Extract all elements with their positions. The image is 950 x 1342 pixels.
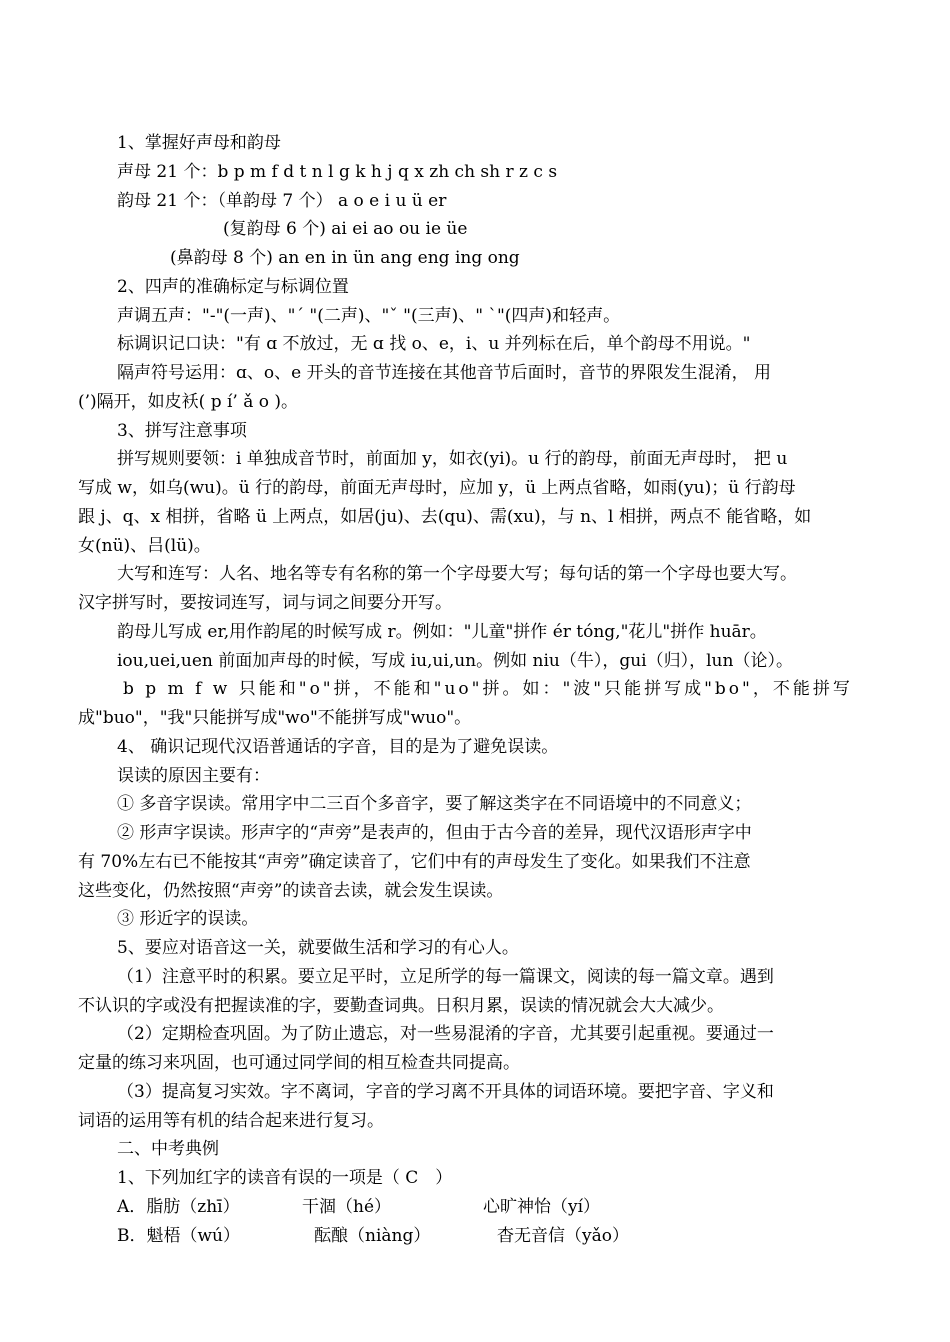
text-line: 汉字拼写时，要按词连写，词与词之间要分开写。	[78, 593, 452, 613]
text-line: 韵母 21 个：（单韵母 7 个） a o e i u ü er	[117, 191, 447, 211]
heading-5: 5、要应对语音这一关，就要做生活和学习的有心人。	[117, 938, 519, 958]
text-line: b p m f w 只能和"o"拼，不能和"uo"拼。如："波"只能拼写成"bo"，不能拼写	[123, 679, 853, 699]
text-line: ② 形声字误读。形声字的“声旁”是表声的，但由于古今音的差异，现代汉语形声字中	[117, 823, 752, 843]
text-line: 定量的练习来巩固，也可通过同学间的相互检查共同提高。	[78, 1053, 520, 1073]
text-line: 词语的运用等有机的结合起来进行复习。	[78, 1111, 384, 1131]
text-line: 写成 w，如乌(wu)。ü 行的韵母，前面无声母时，应加 y，ü 上两点省略，如雨(yu)；ü 行韵母	[78, 478, 796, 498]
text-line: 拼写规则要领：i 单独成音节时，前面加 y，如衣(yi)。u 行的韵母，前面无声母时， 把 u	[117, 449, 788, 469]
text-line: 大写和连写：人名、地名等专有名称的第一个字母要大写；每句话的第一个字母也要大写。	[117, 564, 797, 584]
text-line: 声调五声："-"(一声)、"ˊ "(二声)、"ˇ "(三声)、" ˋ"(四声)和轻声。	[117, 306, 621, 326]
option-a-item-1: A．脂肪（zhī）	[117, 1197, 240, 1217]
text-line: （1）注意平时的积累。要立足平时，立足所学的每一篇课文，阅读的每一篇文章。遇到	[117, 967, 774, 987]
text-line: 标调识记口诀："有 ɑ 不放过，无 ɑ 找 o、e，i、u 并列标在后，单个韵母不用说。"	[117, 334, 751, 354]
option-a-item-2: 干涸（hé）	[302, 1197, 392, 1217]
text-line: 隔声符号运用：ɑ、o、e 开头的音节连接在其他音节后面时，音节的界限发生混淆， 用	[117, 363, 771, 383]
text-line: 这些变化，仍然按照“声旁”的读音去读，就会发生误读。	[78, 881, 504, 901]
text-line: 韵母儿写成 er,用作韵尾的时候写成 r。例如："儿童"拼作 ér tóng,"花儿"拼作 huār。	[117, 622, 767, 642]
text-line: 成"buo"，"我"只能拼写成"wo"不能拼写成"wuo"。	[78, 708, 472, 728]
text-line: 声母 21 个：b p m f d t n l g k h j q x zh ch sh r z c s	[117, 162, 558, 182]
heading-1: 1、掌握好声母和韵母	[117, 133, 281, 153]
text-line: iou,uei,uen 前面加声母的时候，写成 iu,ui,un。例如 niu（牛），gui（归），lun（论）。	[117, 651, 793, 671]
text-line: (复韵母 6 个) ai ei ao ou ie üe	[223, 219, 468, 239]
heading-4: 4、 确识记现代汉语普通话的字音，目的是为了避免误读。	[117, 737, 559, 757]
option-b-item-2: 酝酿（niàng）	[314, 1226, 431, 1246]
text-line: （2）定期检查巩固。为了防止遗忘，对一些易混淆的字音，尤其要引起重视。要通过一	[117, 1024, 774, 1044]
text-line: 有 70%左右已不能按其“声旁”确定读音了，它们中有的声母发生了变化。如果我们不注意	[78, 852, 751, 872]
text-line: 女(nü)、吕(lü)。	[78, 536, 211, 556]
option-b-item-3: 杳无音信（yǎo）	[497, 1226, 629, 1246]
text-line: (鼻韵母 8 个) an en in ün ang eng ing ong	[170, 248, 520, 268]
text-line: 误读的原因主要有：	[117, 766, 270, 786]
text-line: ① 多音字误读。常用字中二三百个多音字，要了解这类字在不同语境中的不同意义；	[117, 794, 752, 814]
heading-2: 2、四声的准确标定与标调位置	[117, 277, 349, 297]
question-stem: 1、下列加红字的读音有误的一项是（ C ）	[117, 1168, 453, 1188]
text-line: ③ 形近字的误读。	[117, 909, 259, 929]
heading-3: 3、拼写注意事项	[117, 421, 247, 441]
text-line: (’)隔开，如皮袄( p í’ ǎ o )。	[78, 392, 299, 412]
text-line: 跟 j、q、x 相拼，省略 ü 上两点，如居(ju)、去(qu)、需(xu)，与 n、l 相拼，两点不 能省略，如	[78, 507, 812, 527]
text-line: （3）提高复习实效。字不离词，字音的学习离不开具体的词语环境。要把字音、字义和	[117, 1082, 774, 1102]
section-heading: 二、中考典例	[117, 1139, 219, 1159]
text-line: 不认识的字或没有把握读准的字，要勤查词典。日积月累，误读的情况就会大大减少。	[78, 996, 724, 1016]
option-b-item-1: B．魁梧（wú）	[117, 1226, 240, 1246]
option-a-item-3: 心旷神怡（yí）	[483, 1197, 601, 1217]
